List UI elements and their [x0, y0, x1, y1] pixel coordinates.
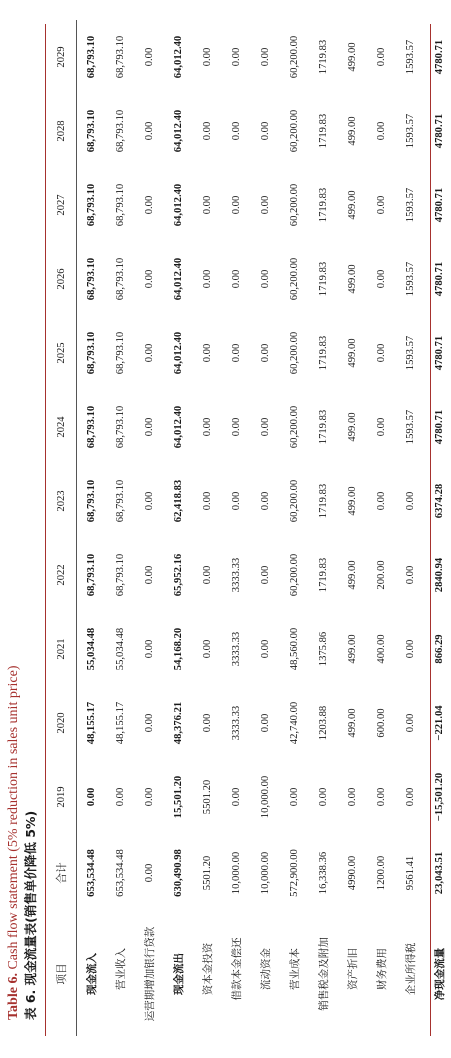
row-label: 销售税金及附加 [318, 937, 330, 1011]
value-cell: 60,200.00 [289, 257, 300, 301]
value-cell: 0.00 [405, 491, 416, 511]
value-cell: 0.00 [260, 343, 271, 363]
value-cell: 1719.83 [318, 557, 329, 593]
row-label: 流动资金 [260, 948, 272, 990]
value-cell: 68,793.10 [86, 553, 97, 597]
value-cell: 1593.57 [405, 187, 416, 223]
value-cell: 64,012.40 [173, 35, 184, 79]
row-label: 净现金流量 [434, 947, 446, 1001]
cash-flow-table [47, 20, 451, 1036]
value-cell: 0.00 [115, 787, 126, 807]
header-year: 2023 [47, 464, 77, 538]
value-cell: 0.00 [144, 195, 155, 215]
row-label: 财务费用 [376, 948, 388, 990]
value-cell: 68,793.10 [86, 331, 97, 375]
value-cell: 60,200.00 [289, 331, 300, 375]
total-cell: 653,534.48 [115, 849, 126, 897]
value-cell: 1719.83 [318, 187, 329, 223]
value-cell: 6374.28 [434, 483, 445, 519]
value-cell: 0.00 [347, 787, 358, 807]
value-cell: 68,793.10 [115, 35, 126, 79]
row-label: 现金流入 [86, 953, 98, 995]
value-cell: 60,200.00 [289, 553, 300, 597]
value-cell: 65,952.16 [173, 553, 184, 597]
value-cell: 64,012.40 [173, 405, 184, 449]
value-cell: 3333.33 [231, 705, 242, 741]
value-cell: 0.00 [144, 713, 155, 733]
value-cell: 1593.57 [405, 335, 416, 371]
header-year: 2027 [47, 168, 77, 242]
table-row [77, 20, 107, 1036]
caption-en-label: Table 6. [6, 973, 21, 1020]
value-cell: 1719.83 [318, 483, 329, 519]
value-cell: 0.00 [231, 787, 242, 807]
value-cell: 60,200.00 [289, 35, 300, 79]
value-cell: 4780.71 [434, 39, 445, 75]
table-top-rule [45, 24, 46, 1036]
value-cell: 60,200.00 [289, 183, 300, 227]
value-cell: 0.00 [202, 491, 213, 511]
value-cell: 64,012.40 [173, 331, 184, 375]
header-year: 2019 [47, 760, 77, 834]
value-cell: 1719.83 [318, 39, 329, 75]
row-label: 资产折旧 [347, 948, 359, 990]
value-cell: 0.00 [144, 47, 155, 67]
table-row [106, 20, 135, 1036]
value-cell: 0.00 [231, 47, 242, 67]
value-cell: 0.00 [260, 269, 271, 289]
value-cell: 0.00 [202, 195, 213, 215]
value-cell: 499.00 [347, 634, 358, 664]
value-cell: 54,168.20 [173, 627, 184, 671]
value-cell: 0.00 [144, 269, 155, 289]
value-cell: 2840.94 [434, 557, 445, 593]
value-cell: 0.00 [202, 417, 213, 437]
total-cell: 23,043.51 [434, 851, 445, 895]
header-total: 合计 [47, 834, 77, 912]
value-cell: 68,793.10 [115, 109, 126, 153]
value-cell: 0.00 [376, 195, 387, 215]
value-cell: 1593.57 [405, 39, 416, 75]
value-cell: 0.00 [202, 121, 213, 141]
value-cell: 400.00 [376, 634, 387, 664]
value-cell: 499.00 [347, 412, 358, 442]
value-cell: −221.04 [434, 705, 445, 741]
value-cell: 0.00 [376, 417, 387, 437]
value-cell: 0.00 [260, 195, 271, 215]
table-row [193, 20, 222, 1036]
value-cell: 68,793.10 [86, 405, 97, 449]
value-cell: 600.00 [376, 708, 387, 738]
value-cell: 4780.71 [434, 261, 445, 297]
value-cell: 0.00 [289, 787, 300, 807]
row-label: 企业所得税 [405, 942, 417, 996]
value-cell: 1203.88 [318, 705, 329, 741]
table-row [425, 20, 451, 1036]
value-cell: 0.00 [405, 787, 416, 807]
value-cell: 0.00 [231, 195, 242, 215]
value-cell: 1719.83 [318, 261, 329, 297]
table-body [77, 20, 451, 1036]
value-cell: 0.00 [376, 491, 387, 511]
value-cell: 1593.57 [405, 113, 416, 149]
value-cell: 48,155.17 [115, 701, 126, 745]
value-cell: 64,012.40 [173, 183, 184, 227]
value-cell: −15,501.20 [434, 772, 445, 822]
value-cell: 0.00 [231, 343, 242, 363]
value-cell: 15,501.20 [173, 775, 184, 819]
value-cell: 0.00 [260, 713, 271, 733]
value-cell: 0.00 [405, 713, 416, 733]
total-cell: 4990.00 [347, 855, 358, 891]
value-cell: 1593.57 [405, 409, 416, 445]
total-cell: 10,000.00 [260, 851, 271, 895]
value-cell: 1375.86 [318, 631, 329, 667]
value-cell: 499.00 [347, 42, 358, 72]
table-row [251, 20, 280, 1036]
value-cell: 1593.57 [405, 261, 416, 297]
row-label: 营业成本 [289, 948, 301, 990]
value-cell: 68,793.10 [115, 479, 126, 523]
header-year: 2020 [47, 686, 77, 760]
value-cell: 5501.20 [202, 779, 213, 815]
value-cell: 68,793.10 [115, 553, 126, 597]
value-cell: 0.00 [260, 639, 271, 659]
value-cell: 68,793.10 [115, 331, 126, 375]
value-cell: 0.00 [260, 47, 271, 67]
value-cell: 4780.71 [434, 187, 445, 223]
table-row [280, 20, 309, 1036]
row-label: 借款本金偿还 [231, 937, 243, 1001]
value-cell: 4780.71 [434, 113, 445, 149]
total-cell: 0.00 [144, 863, 155, 883]
table-row [396, 20, 425, 1036]
value-cell: 60,200.00 [289, 405, 300, 449]
value-cell: 0.00 [144, 639, 155, 659]
value-cell: 48,560.00 [289, 627, 300, 671]
value-cell: 0.00 [144, 787, 155, 807]
value-cell: 68,793.10 [86, 109, 97, 153]
header-year: 2026 [47, 242, 77, 316]
value-cell: 0.00 [318, 787, 329, 807]
value-cell: 60,200.00 [289, 109, 300, 153]
value-cell: 0.00 [376, 47, 387, 67]
value-cell: 0.00 [202, 47, 213, 67]
value-cell: 0.00 [260, 417, 271, 437]
table-row [309, 20, 338, 1036]
value-cell: 499.00 [347, 338, 358, 368]
header-year: 2022 [47, 538, 77, 612]
total-cell: 572,900.00 [289, 849, 300, 897]
value-cell: 68,793.10 [115, 257, 126, 301]
table-row [135, 20, 164, 1036]
value-cell: 0.00 [144, 121, 155, 141]
table-row [338, 20, 367, 1036]
row-label: 运营期增加银行贷款 [144, 926, 156, 1022]
value-cell: 0.00 [144, 417, 155, 437]
value-cell: 68,793.10 [86, 183, 97, 227]
value-cell: 48,376.21 [173, 701, 184, 745]
value-cell: 0.00 [376, 343, 387, 363]
value-cell: 499.00 [347, 190, 358, 220]
value-cell: 499.00 [347, 560, 358, 590]
value-cell: 48,155.17 [86, 701, 97, 745]
table-header-row [47, 20, 77, 1036]
value-cell: 68,793.10 [86, 35, 97, 79]
value-cell: 1719.83 [318, 409, 329, 445]
value-cell: 0.00 [202, 565, 213, 585]
header-item: 项目 [47, 912, 77, 1036]
table-row [222, 20, 251, 1036]
total-cell: 16,338.36 [318, 851, 329, 895]
header-year: 2024 [47, 390, 77, 464]
value-cell: 4780.71 [434, 335, 445, 371]
value-cell: 0.00 [202, 269, 213, 289]
value-cell: 200.00 [376, 560, 387, 590]
caption-en-title: Cash flow statement (5% reduction in sales unit price) [6, 665, 21, 970]
value-cell: 62,418.83 [173, 479, 184, 523]
row-label: 营业收入 [115, 948, 127, 990]
caption-english [5, 60, 22, 1020]
header-year: 2029 [47, 20, 77, 94]
value-cell: 60,200.00 [289, 479, 300, 523]
total-cell: 5501.20 [202, 855, 213, 891]
row-label: 资本金投资 [202, 942, 214, 996]
value-cell: 4780.71 [434, 409, 445, 445]
table-row [367, 20, 396, 1036]
table-row [164, 20, 193, 1036]
value-cell: 68,793.10 [115, 405, 126, 449]
value-cell: 499.00 [347, 708, 358, 738]
value-cell: 0.00 [202, 343, 213, 363]
value-cell: 499.00 [347, 116, 358, 146]
value-cell: 0.00 [260, 121, 271, 141]
value-cell: 0.00 [376, 121, 387, 141]
value-cell: 0.00 [144, 565, 155, 585]
value-cell: 0.00 [260, 491, 271, 511]
value-cell: 0.00 [231, 121, 242, 141]
value-cell: 0.00 [376, 787, 387, 807]
value-cell: 0.00 [202, 639, 213, 659]
value-cell: 55,034.48 [115, 627, 126, 671]
caption-zh-label: 表 6. [23, 989, 38, 1020]
value-cell: 68,793.10 [86, 479, 97, 523]
value-cell: 0.00 [144, 343, 155, 363]
total-cell: 1200.00 [376, 855, 387, 891]
value-cell: 42,740.00 [289, 701, 300, 745]
value-cell: 1719.83 [318, 113, 329, 149]
total-cell: 630,490.98 [173, 849, 184, 897]
value-cell: 499.00 [347, 264, 358, 294]
value-cell: 866.29 [434, 634, 445, 664]
value-cell: 0.00 [231, 491, 242, 511]
value-cell: 0.00 [231, 269, 242, 289]
value-cell: 3333.33 [231, 557, 242, 593]
caption-zh-title: 现金流量表(销售单价降低 5%) [23, 810, 38, 986]
value-cell: 0.00 [405, 639, 416, 659]
value-cell: 0.00 [202, 713, 213, 733]
value-cell: 55,034.48 [86, 627, 97, 671]
table-bottom-rule [430, 24, 431, 1036]
header-year: 2021 [47, 612, 77, 686]
value-cell: 499.00 [347, 486, 358, 516]
value-cell: 0.00 [86, 787, 97, 807]
value-cell: 10,000.00 [260, 775, 271, 819]
value-cell: 0.00 [144, 491, 155, 511]
value-cell: 3333.33 [231, 631, 242, 667]
table-caption [5, 60, 39, 1020]
total-cell: 9561.41 [405, 855, 416, 891]
value-cell: 64,012.40 [173, 109, 184, 153]
value-cell: 0.00 [260, 565, 271, 585]
header-year: 2025 [47, 316, 77, 390]
value-cell: 1719.83 [318, 335, 329, 371]
value-cell: 68,793.10 [115, 183, 126, 227]
total-cell: 653,534.48 [86, 849, 97, 897]
header-year: 2028 [47, 94, 77, 168]
caption-chinese [22, 60, 39, 1020]
value-cell: 64,012.40 [173, 257, 184, 301]
value-cell: 0.00 [405, 565, 416, 585]
total-cell: 10,000.00 [231, 851, 242, 895]
row-label: 现金流出 [173, 953, 185, 995]
value-cell: 0.00 [376, 269, 387, 289]
value-cell: 0.00 [231, 417, 242, 437]
value-cell: 68,793.10 [86, 257, 97, 301]
